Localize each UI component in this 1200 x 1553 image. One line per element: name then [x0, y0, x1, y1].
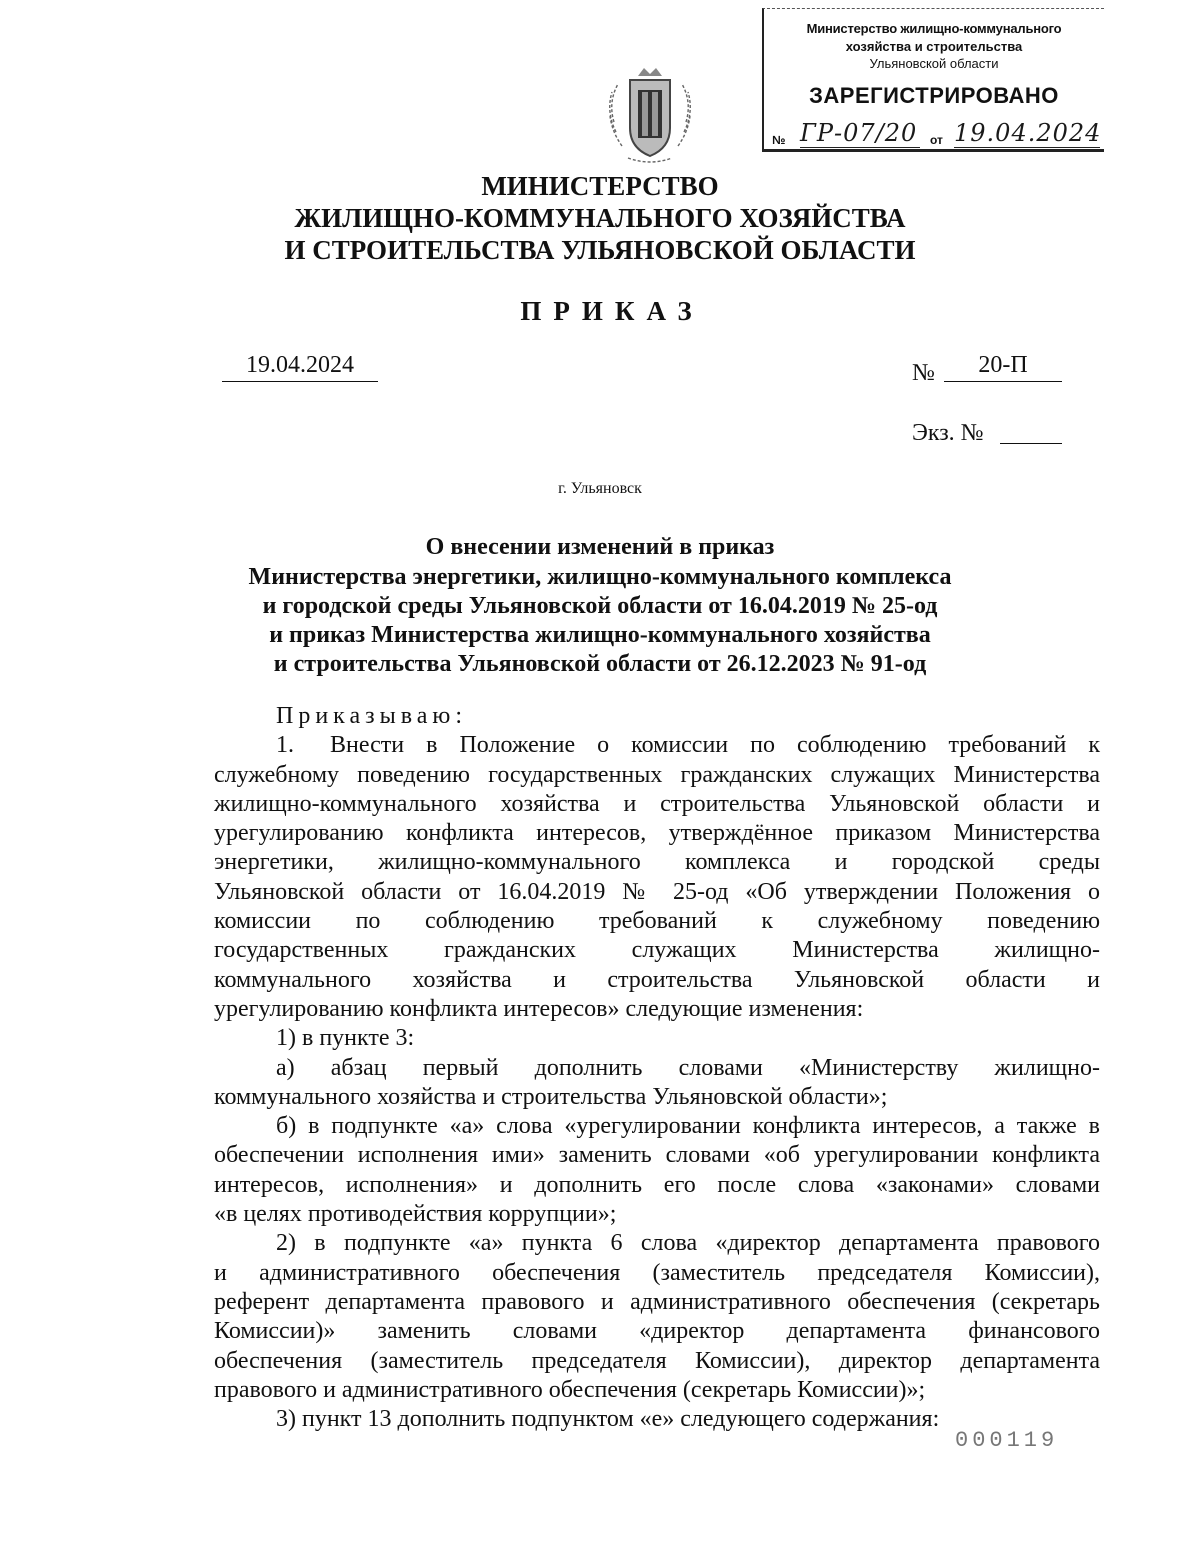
order-number: 20-П — [944, 352, 1062, 382]
order-directive: Приказываю: — [276, 703, 467, 729]
coat-of-arms-emblem — [604, 62, 696, 164]
body-line: 3) пункт 13 дополнить подпунктом «е» следующего содержания: — [276, 1406, 940, 1433]
order-title-line: и городской среды Ульяновской области от 16.04.2019 № 25-од — [262, 593, 938, 619]
body-line: интересов, исполнения» и дополнить его после слова «законами» словами — [214, 1171, 1100, 1198]
ministry-header-line2: ЖИЛИЩНО-КОММУНАЛЬНОГО ХОЗЯЙСТВА — [294, 203, 906, 233]
order-title-line: и строительства Ульяновской области от 26.12.2023 № 91-од — [273, 651, 927, 677]
body-line: 2) в подпункте «а» пункта 6 слова «директор департамента правового — [276, 1230, 1100, 1257]
stamp-org-line1: Министерство жилищно-коммунального — [806, 21, 1062, 36]
order-date: 19.04.2024 — [222, 352, 378, 382]
body-line: «в целях противодействия коррупции»; — [214, 1201, 617, 1228]
body-line: 1) в пункте 3: — [276, 1025, 415, 1052]
order-body — [214, 702, 1100, 1434]
body-line: референт департамента правового и административного обеспечения (секретарь — [214, 1288, 1100, 1315]
stamp-registered: ЗАРЕГИСТРИРОВАНО — [809, 83, 1059, 108]
body-line: коммунального хозяйства и строительства Ульяновской области»; — [214, 1083, 888, 1110]
body-line: коммунального хозяйства и строительства Ульяновской области и — [214, 966, 1100, 993]
order-title-line: и приказ Министерства жилищно-коммунального хозяйства — [269, 622, 931, 648]
stamp-date-handwritten: 19.04.2024 — [954, 119, 1102, 147]
body-line: б) в подпункте «а» слова «урегулировании конфликта интересов, а также в — [276, 1113, 1100, 1140]
stamp-org-line3: Ульяновской области — [869, 56, 999, 71]
body-line: Ульяновской области от 16.04.2019 № 25-од «Об утверждении Положения о — [214, 878, 1100, 905]
body-line: обеспечении исполнения ими» заменить словами «об урегулировании конфликта — [214, 1142, 1100, 1169]
body-line: служебному поведению государственных гражданских служащих Министерства — [214, 761, 1100, 788]
body-line: обеспечения (заместитель председателя Комиссии), директор департамента — [214, 1347, 1100, 1374]
order-number-label: № — [912, 360, 935, 386]
ministry-header-line3: И СТРОИТЕЛЬСТВА УЛЬЯНОВСКОЙ ОБЛАСТИ — [284, 235, 916, 265]
stamp-date-label: от — [930, 133, 943, 147]
body-line: правового и административного обеспечения (секретарь Комиссии)»; — [214, 1376, 926, 1403]
registration-stamp — [762, 8, 1104, 152]
body-line: и административного обеспечения (заместитель председателя Комиссии), — [214, 1259, 1100, 1286]
body-line: энергетики, жилищно-коммунального комплекса и городской среды — [214, 849, 1100, 876]
body-line: 1. Внести в Положение о комиссии по соблюдению требований к — [276, 732, 1100, 759]
body-line: а) абзац первый дополнить словами «Министерству жилищно- — [276, 1054, 1100, 1081]
stamp-number-label: № — [772, 133, 786, 147]
page-code: 000119 — [955, 1428, 1059, 1453]
copy-number-blank — [1000, 443, 1062, 444]
body-line: жилищно-коммунального хозяйства и строительства Ульяновской области и — [214, 790, 1100, 817]
order-title-line: О внесении изменений в приказ — [425, 534, 775, 560]
body-line: государственных гражданских служащих Министерства жилищно- — [214, 937, 1100, 964]
body-line: урегулированию конфликта интересов, утверждённое приказом Министерства — [214, 820, 1100, 847]
city: г. Ульяновск — [558, 480, 642, 497]
stamp-number-row — [772, 121, 1102, 151]
document-type: ПРИКАЗ — [520, 296, 704, 326]
body-line: комиссии по соблюдению требований к служебному поведению — [214, 908, 1100, 935]
ministry-header-line1: МИНИСТЕРСТВО — [481, 171, 719, 201]
copy-number-label: Экз. № — [912, 420, 984, 446]
order-title-line: Министерства энергетики, жилищно-коммунального комплекса — [248, 564, 952, 590]
body-line: урегулированию конфликта интересов» следующие изменения: — [214, 995, 864, 1022]
body-line: Комиссии)» заменить словами «директор департамента финансового — [214, 1318, 1100, 1345]
stamp-org-line2: хозяйства и строительства — [845, 39, 1023, 54]
stamp-number-handwritten: ГР-07/20 — [800, 119, 920, 148]
